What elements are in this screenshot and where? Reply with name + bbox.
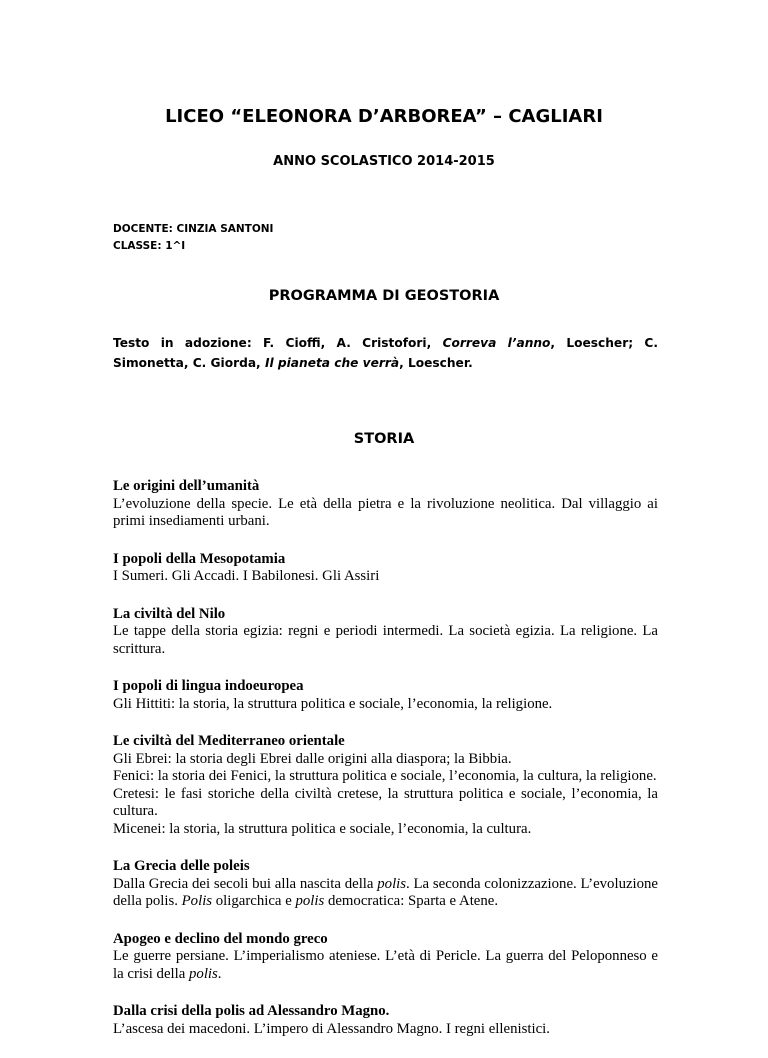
text-part: .: [217, 965, 222, 982]
section-title: La Grecia delle poleis: [113, 858, 250, 874]
program-title: PROGRAMMA DI GEOSTORIA: [268, 288, 500, 304]
section-nilo: [113, 606, 658, 659]
school-title: LICEO “ELEONORA D’ARBOREA” – CAGLIARI: [165, 106, 603, 127]
section-title: I popoli di lingua indoeuropea: [113, 678, 304, 694]
text-italic: polis: [189, 965, 218, 982]
section-text: L’ascesa dei macedoni. L’impero di Alessandro Magno. I regni ellenistici.: [113, 1020, 550, 1037]
section-title: La civiltà del Nilo: [113, 605, 226, 622]
text-part: oligarchica e: [215, 893, 292, 909]
school-year: ANNO SCOLASTICO 2014-2015: [273, 154, 495, 169]
textbook-text-1: Testo in adozione: F. Cioffi, A. Cristofori,: [113, 336, 432, 350]
textbook-title-1: Correva l’anno: [442, 336, 551, 350]
section-mesopotamia: [113, 551, 658, 586]
text-italic: polis: [295, 893, 325, 909]
section-text: Le tappe della storia egizia: regni e periodi intermedi. La società egizia. La religione. La scrittura.: [113, 623, 658, 657]
section-line-ebrei: Gli Ebrei: la storia degli Ebrei dalle origini alla diaspora; la Bibbia.: [113, 750, 512, 767]
section-mediterraneo: [113, 733, 658, 838]
text-part: Le guerre persiane. L’imperialismo ateniese. L’età di Pericle. La guerra del Peloponneso e la crisi della: [113, 948, 658, 982]
text-part: . La seconda colonizzazione. L’evoluzione della polis.: [113, 875, 659, 909]
section-title: Le civiltà del Mediterraneo orientale: [113, 733, 345, 749]
section-title: Apogeo e declino del mondo greco: [113, 930, 328, 947]
section-line-fenici: Fenici: la storia dei Fenici, la struttura politica e sociale, l’economia, la cultura, la religione.: [113, 768, 657, 784]
section-title: I popoli della Mesopotamia: [113, 550, 286, 567]
textbook-title-2: Il pianeta che verrà: [264, 356, 400, 370]
section-text: L’evoluzione della specie. Le età della pietra e la rivoluzione neolitica. Dal villaggio ai primi insediamenti urbani.: [113, 495, 658, 529]
storia-sections: [113, 478, 658, 1058]
section-title: Dalla crisi della polis ad Alessandro Magno.: [113, 1003, 390, 1019]
text-part: Dalla Grecia dei secoli bui alla nascita della: [113, 875, 374, 892]
teacher-label: DOCENTE: CINZIA SANTONI: [113, 223, 274, 235]
section-origini: [113, 478, 658, 531]
section-poleis: [113, 858, 658, 911]
section-apogeo: [113, 931, 658, 984]
class-label: CLASSE: 1^I: [113, 240, 186, 252]
text-part: democratica: Sparta e Atene.: [327, 893, 499, 909]
section-text: [113, 948, 658, 983]
textbook-text-3: , Loescher.: [399, 356, 473, 370]
section-alessandro: [113, 1003, 658, 1038]
section-text: I Sumeri. Gli Accadi. I Babilonesi. Gli Assiri: [113, 568, 380, 584]
text-italic: Polis: [181, 893, 213, 909]
section-indoeuropei: [113, 678, 658, 713]
textbook-text-2: , Loescher; C. Simonetta, C. Giorda,: [113, 336, 658, 370]
storia-heading: STORIA: [353, 431, 415, 447]
section-line-micenei: Micenei: la storia, la struttura politica e sociale, l’economia, la cultura.: [113, 820, 532, 837]
section-text: Gli Hittiti: la storia, la struttura politica e sociale, l’economia, la religione.: [113, 695, 553, 712]
section-line-cretesi: Cretesi: le fasi storiche della civiltà cretese, la struttura politica e sociale, l’economia, la cultura.: [113, 785, 658, 819]
text-italic: polis: [377, 875, 407, 892]
textbook-info: [113, 333, 658, 373]
section-title: Le origini dell’umanità: [113, 478, 260, 494]
section-text: [113, 876, 658, 911]
